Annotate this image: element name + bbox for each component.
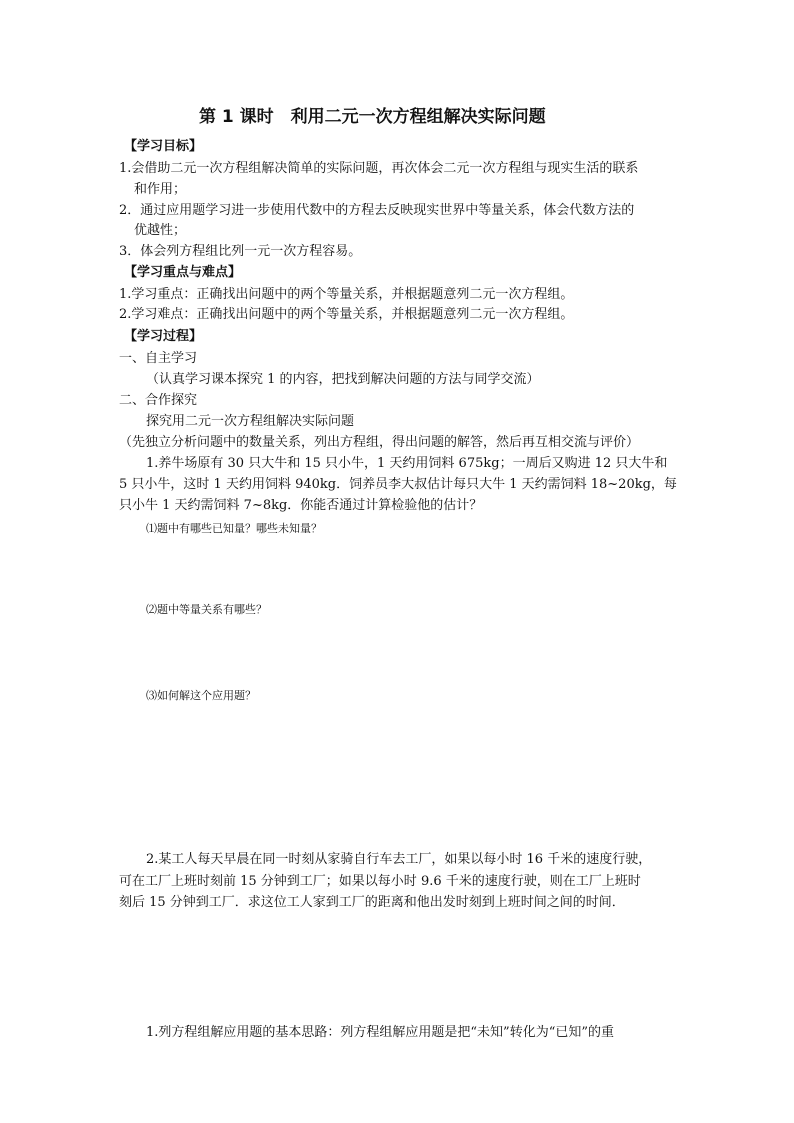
question-1: ⑴题中有哪些已知量？哪些未知量？ (146, 522, 322, 535)
problem2-line-2: 可在工厂上班时刻前 15 分钟到工厂；如果以每小时 9.6 千米的速度行驶，则在工厂上班时 (119, 874, 641, 889)
summary-line-1: 1.列方程组解应用题的基本思路：列方程组解应用题是把“未知”转化为“已知”的重 (146, 1025, 614, 1040)
objectives-heading: 【学习目标】 (124, 139, 203, 154)
question-2: ⑵题中等量关系有哪些？ (146, 603, 267, 616)
key-point-2: 2.学习难点：正确找出问题中的两个等量关系，并根据题意列二元一次方程组。 (119, 307, 574, 322)
objective-1-line-2: 和作用； (134, 182, 187, 197)
problem1-line-1: 1.养牛场原有 30 只大牛和 15 只小牛，1 天约用饲料 675kg；一周后又购进 12 只大牛和 (146, 456, 668, 471)
objective-2-line-2: 优越性； (134, 223, 187, 238)
part2-subheading: 探究用二元一次方程组解决实际问题 (146, 414, 355, 429)
part1-text: （认真学习课本探究 1 的内容，把找到解决问题的方法与同学交流） (146, 372, 540, 387)
question-3: ⑶如何解这个应用题？ (146, 689, 256, 702)
problem2-line-1: 2.某工人每天早晨在同一时刻从家骑自行车去工厂，如果以每小时 16 千米的速度行驶， (146, 852, 652, 867)
problem1-line-3: 只小牛 1 天约需饲料 7~8kg．你能否通过计算检验他的估计？ (119, 498, 483, 513)
page-title: 第 1 课时 利用二元一次方程组解决实际问题 (199, 107, 546, 127)
part2-note: （先独立分析问题中的数量关系，列出方程组，得出问题的解答，然后再互相交流与评价） (119, 435, 640, 450)
process-heading: 【学习过程】 (124, 329, 203, 344)
objective-3: 3．体会列方程组比列一元一次方程容易。 (119, 244, 362, 259)
problem1-line-2: 5 只小牛，这时 1 天约用饲料 940kg．饲养员李大叔估计每只大牛 1 天约需饲料 18~20kg，每 (119, 477, 677, 492)
part1-heading: 一、自主学习 (119, 351, 198, 366)
objective-2-line-1: 2．通过应用题学习进一步使用代数中的方程去反映现实世界中等量关系，体会代数方法的 (119, 203, 635, 218)
part2-heading: 二、合作探究 (119, 393, 198, 408)
key-points-heading: 【学习重点与难点】 (124, 265, 242, 280)
key-point-1: 1.学习重点：正确找出问题中的两个等量关系，并根据题意列二元一次方程组。 (119, 287, 574, 302)
problem2-line-3: 刻后 15 分钟到工厂．求这位工人家到工厂的距离和他出发时刻到上班时间之间的时间． (119, 895, 625, 910)
objective-1-line-1: 1.会借助二元一次方程组解决简单的实际问题，再次体会二元一次方程组与现实生活的联系 (119, 161, 639, 176)
